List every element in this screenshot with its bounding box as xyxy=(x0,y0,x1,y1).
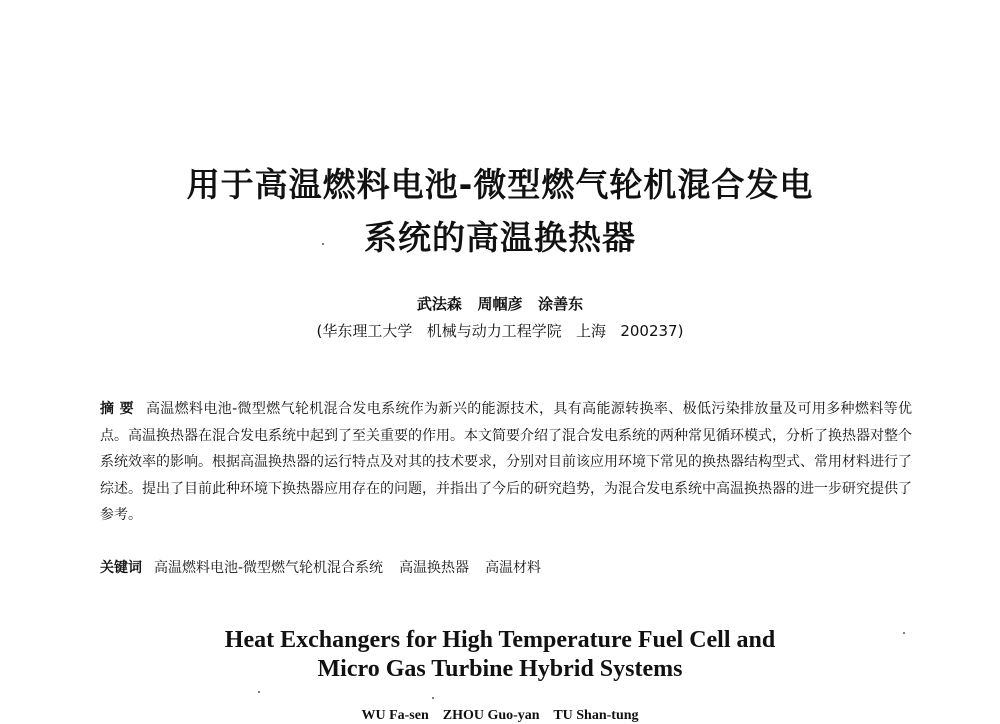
english-title-line-2: Micro Gas Turbine Hybrid Systems xyxy=(317,656,683,682)
scan-speck xyxy=(432,697,434,699)
scan-speck xyxy=(258,691,260,693)
abstract-text: 高温燃料电池-微型燃气轮机混合发电系统作为新兴的能源技术，具有高能源转换率、极低污染排放量及可用多种燃料等优点。高温换热器在混合发电系统中起到了至关重要的作用。本文简要介绍了混合发电系统的两种常见循环模式，分析了换热器对整个系统效率的影响。根据高温换热器的运行特点及对其的技术要求，分别对目前该应用环境下常见的换热器结构型式、常用材料进行了综述。提出了目前此种环境下换热器应用存在的问题，并指出了今后的研究趋势，为混合发电系统中高温换热器的进一步研究提供了参考。 xyxy=(100,401,912,523)
scan-speck xyxy=(903,632,905,634)
chinese-title-line-1: 用于高温燃料电池-微型燃气轮机混合发电 xyxy=(186,165,814,204)
chinese-title-line-2: 系统的高温换热器 xyxy=(364,218,636,257)
keywords-label: 关键词 xyxy=(100,560,142,576)
keyword-item: 高温燃料电池-微型燃气轮机混合系统 xyxy=(154,560,384,576)
abstract-label: 摘 要 xyxy=(100,401,134,417)
chinese-title xyxy=(0,158,1000,264)
english-authors: WU Fa-sen ZHOU Guo-yan TU Shan-tung xyxy=(361,708,639,723)
keyword-item: 高温材料 xyxy=(485,560,542,576)
chinese-authors: 武法森 周帼彦 涂善东 xyxy=(416,295,584,313)
english-title-line-1: Heat Exchangers for High Temperature Fuel Cell and xyxy=(224,627,776,653)
chinese-keywords xyxy=(100,555,912,581)
scan-speck xyxy=(322,243,324,245)
english-title xyxy=(0,626,1000,684)
chinese-abstract xyxy=(100,396,912,529)
chinese-affiliation: (华东理工大学 机械与动力工程学院 上海 200237) xyxy=(316,322,684,340)
keyword-item: 高温换热器 xyxy=(399,560,470,576)
